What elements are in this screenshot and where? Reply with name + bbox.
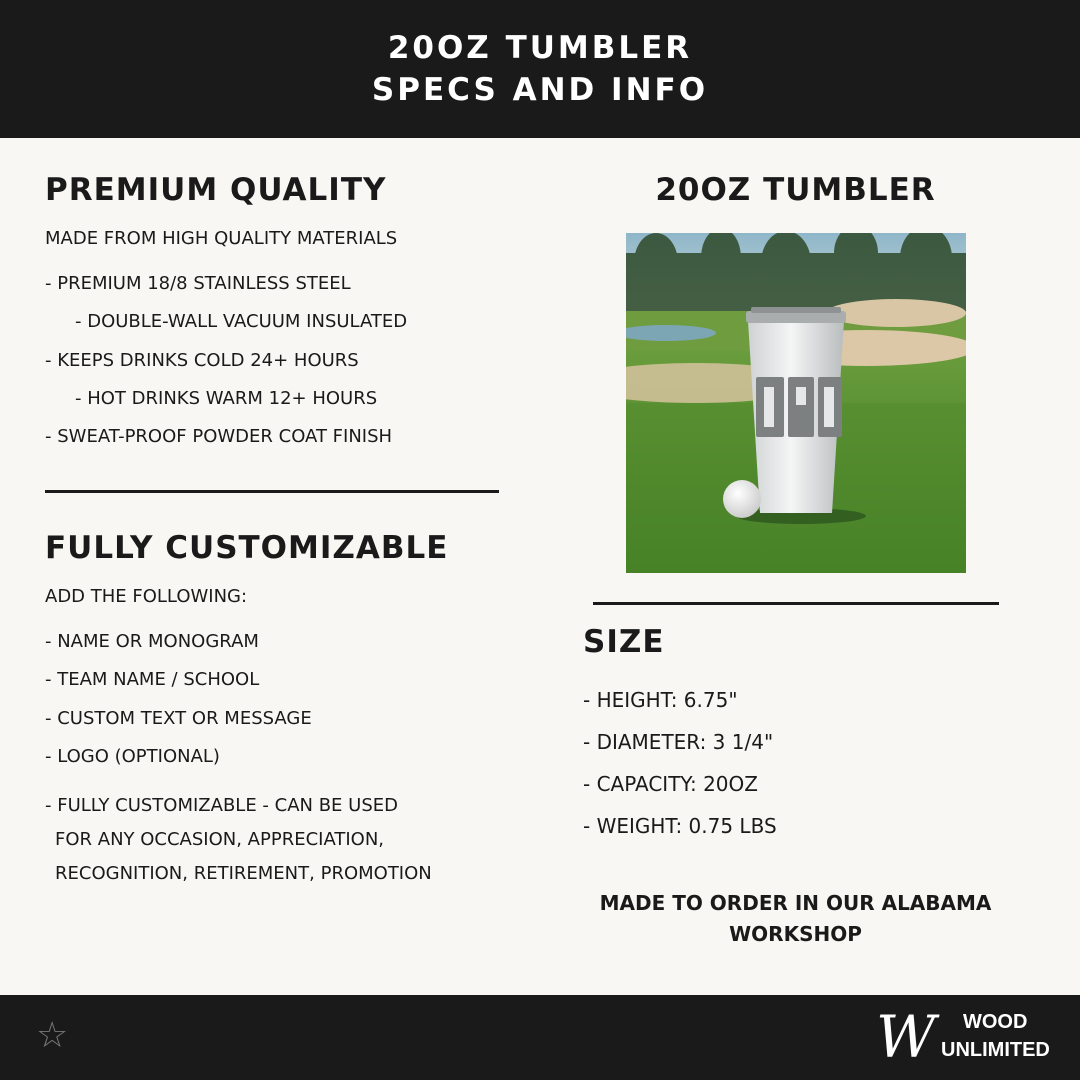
quality-item: - SWEAT-PROOF POWDER COAT FINISH — [45, 426, 393, 447]
size-item: - WEIGHT: 0.75 LBS — [583, 814, 777, 838]
section-divider — [593, 602, 999, 605]
custom-note: - FULLY CUSTOMIZABLE - CAN BE USED — [45, 795, 398, 816]
quality-item: - HOT DRINKS WARM 12+ HOURS — [75, 388, 378, 409]
custom-item: - LOGO (OPTIONAL) — [45, 746, 220, 767]
made-line2: WORKSHOP — [729, 922, 862, 946]
brand-logo-word1: WOOD — [963, 1011, 1028, 1033]
header-title-line1: 20OZ TUMBLER — [387, 30, 693, 66]
custom-note: FOR ANY OCCASION, APPRECIATION, — [55, 829, 385, 850]
product-photo — [626, 233, 966, 573]
quality-subtitle: MADE FROM HIGH QUALITY MATERIALS — [45, 228, 398, 249]
made-line1: MADE TO ORDER IN OUR ALABAMA — [599, 891, 992, 915]
page-header — [0, 0, 1080, 138]
quality-item: - PREMIUM 18/8 STAINLESS STEEL — [45, 273, 351, 294]
section-divider — [45, 490, 499, 493]
brand-logo-word2: UNLIMITED — [941, 1039, 1050, 1061]
custom-item: - NAME OR MONOGRAM — [45, 631, 259, 652]
star-icon[interactable]: ☆ — [36, 1015, 69, 1056]
size-heading: SIZE — [583, 624, 665, 660]
custom-note: RECOGNITION, RETIREMENT, PROMOTION — [55, 863, 432, 884]
brand-logo-mark: W — [876, 1003, 936, 1071]
custom-subtitle: ADD THE FOLLOWING: — [45, 586, 248, 607]
page-footer — [0, 995, 1080, 1080]
size-item: - HEIGHT: 6.75" — [583, 688, 738, 712]
made-to-order-note — [583, 888, 1008, 950]
header-title-line2: SPECS AND INFO — [371, 72, 709, 108]
custom-item: - TEAM NAME / SCHOOL — [45, 669, 260, 690]
size-item: - CAPACITY: 20OZ — [583, 772, 758, 796]
custom-item: - CUSTOM TEXT OR MESSAGE — [45, 708, 312, 729]
product-heading: 20OZ TUMBLER — [655, 172, 936, 208]
premium-quality-heading: PREMIUM QUALITY — [45, 172, 387, 208]
quality-item: - KEEPS DRINKS COLD 24+ HOURS — [45, 350, 359, 371]
size-item: - DIAMETER: 3 1/4" — [583, 730, 774, 754]
fully-customizable-heading: FULLY CUSTOMIZABLE — [45, 530, 449, 566]
quality-item: - DOUBLE-WALL VACUUM INSULATED — [75, 311, 408, 332]
